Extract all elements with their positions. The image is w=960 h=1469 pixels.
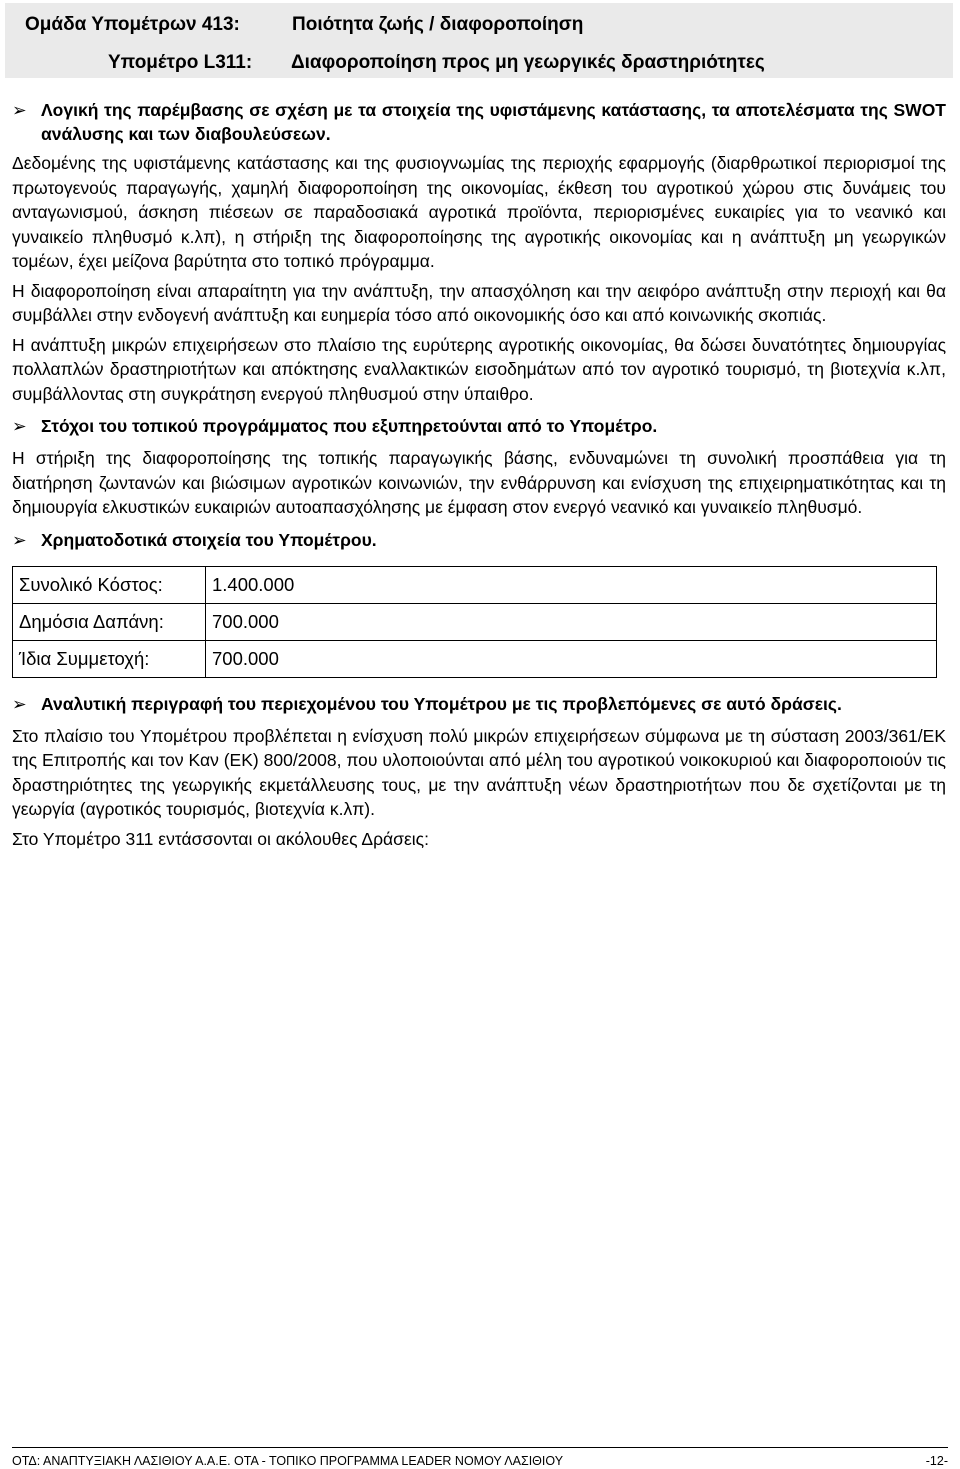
- header-group-label: Ομάδα Υπομέτρων 413:: [25, 14, 240, 35]
- page-header: [5, 3, 953, 78]
- arrow-bullet-icon: ➢: [12, 100, 27, 120]
- table-cell-label: Ίδια Συμμετοχή:: [13, 640, 206, 677]
- paragraph: Στο πλαίσιο του Υπομέτρου προβλέπεται η ενίσχυση πολύ μικρών επιχειρήσεων σύμφωνα με τη σύσταση 2003/361/ΕΚ της Επιτροπής και τον Καν (ΕΚ) 800/2008, που υλοποιούνται από μέλη του αγροτικού νοικοκυριού και διαφοροποιούν τις δραστηριότητες της γεωργικής εκμετάλλευσης τους, με την ανάπτυξη νέων δραστηριοτήτων που δε σχετίζονται με τη γεωργία (αγροτικός τουρισμός, βιοτεχνία κ.λπ).: [12, 725, 946, 819]
- table-row: [13, 603, 937, 640]
- table-cell-label: Δημόσια Δαπάνη:: [13, 603, 206, 640]
- paragraph: Η διαφοροποίηση είναι απαραίτητη για την ανάπτυξη, την απασχόληση και την αειφόρο ανάπτυξη στην περιοχή και θα συμβάλλει στην ενδογενή ανάπτυξη και ευημερία τόσο από οικονομικής όσο και από κοινωνικής σκοπιάς.: [12, 280, 946, 325]
- section-heading-description: [12, 692, 946, 716]
- section-heading-objectives: [12, 414, 946, 438]
- table-row: [13, 640, 937, 677]
- header-group-row: [25, 14, 584, 36]
- paragraph: Η ανάπτυξη μικρών επιχειρήσεων στο πλαίσιο της ευρύτερης αγροτικής οικονομίας, θα δώσει δυνατότητες δημιουργίας πολλαπλών δραστηριοτήτων και απόκτησης εναλλακτικών εισοδημάτων από τον αγροτικό τουρισμό, τη βιοτεχνία κ.λπ, συμβάλλοντας στη συγκράτηση ενεργού πληθυσμού στην ύπαιθρο.: [12, 334, 946, 404]
- arrow-bullet-icon: ➢: [12, 529, 27, 550]
- table-row: [13, 566, 937, 603]
- footer-divider: [12, 1447, 948, 1448]
- paragraph: Στο Υπομέτρο 311 εντάσσονται οι ακόλουθες Δράσεις:: [12, 828, 429, 849]
- footer-text: ΟΤΔ: ΑΝΑΠΤΥΞΙΑΚΗ ΛΑΣΙΘΙΟΥ Α.Α.Ε. ΟΤΑ - ΤΟΠΙΚΟ ΠΡΟΓΡΑΜΜΑ LEADER ΝΟΜΟΥ ΛΑΣΙΘΙΟΥ: [12, 1454, 564, 1468]
- section-heading-text: Στόχοι του τοπικού προγράμματος που εξυπηρετούνται από το Υπομέτρο.: [41, 416, 658, 436]
- table-cell-value: 1.400.000: [206, 566, 937, 603]
- page-footer: [12, 1454, 948, 1468]
- arrow-bullet-icon: ➢: [12, 416, 27, 436]
- page-number: -12-: [925, 1454, 948, 1468]
- document-body: [12, 98, 946, 851]
- header-measure-value: Διαφοροποίηση προς μη γεωργικές δραστηριότητες: [291, 52, 765, 73]
- section-heading-intervention-logic: [12, 98, 946, 146]
- table-cell-label: Συνολικό Κόστος:: [13, 566, 206, 603]
- arrow-bullet-icon: ➢: [12, 693, 27, 714]
- section-heading-text: Αναλυτική περιγραφή του περιεχομένου του Υπομέτρου με τις προβλεπόμενες σε αυτό δράσεις.: [41, 693, 842, 714]
- table-cell-value: 700.000: [206, 603, 937, 640]
- section-heading-financial: [12, 528, 946, 552]
- paragraph: Η στήριξη της διαφοροποίησης της τοπικής παραγωγικής βάσης, ενδυναμώνει τη συνολική προσπάθεια για τη διατήρηση ζωντανών και βιώσιμων αγροτικών κοινωνιών, την ενθάρρυνση και ενίσχυση της επιχειρηματικότητας και τη δημιουργία ελκυστικών ευκαιριών αυτοαπασχόλησης με έμφαση στον ενεργό νεανικό και γυναικείο πληθυσμό.: [12, 448, 946, 517]
- paragraph: Δεδομένης της υφιστάμενης κατάστασης και της φυσιογνωμίας της περιοχής εφαρμογής (διαρθρωτικοί περιορισμοί της πρωτογενούς παραγωγής, χαμηλή διαφοροποίηση της οικονομίας, έκθεση του αγροτικού χώρου στις δυνάμεις του ανταγωνισμού, άσκηση πιέσεων σε παραδοσιακά αγροτικά προϊόντα, περιορισμένες ευκαιρίες για το νεανικό και γυναικείο πληθυσμό κ.λπ), η στήριξη της διαφοροποίησης της αγροτικής οικονομίας και η ανάπτυξη μη γεωργικών τομέων, έχει μείζονα βαρύτητα στο τοπικό πρόγραμμα.: [12, 153, 946, 271]
- header-measure-label: Υπομέτρο L311:: [108, 52, 253, 73]
- section-heading-text: Χρηματοδοτικά στοιχεία του Υπομέτρου.: [41, 529, 377, 550]
- table-cell-value: 700.000: [206, 640, 937, 677]
- section-heading-text: Λογική της παρέμβασης σε σχέση με τα στοιχεία της υφιστάμενης κατάστασης, τα αποτελέσματα της SWOT ανάλυσης και των διαβουλεύσεων.: [41, 100, 946, 144]
- header-measure-row: [108, 52, 765, 74]
- header-group-value: Ποιότητα ζωής / διαφοροποίηση: [292, 14, 584, 35]
- financial-table: [12, 566, 937, 678]
